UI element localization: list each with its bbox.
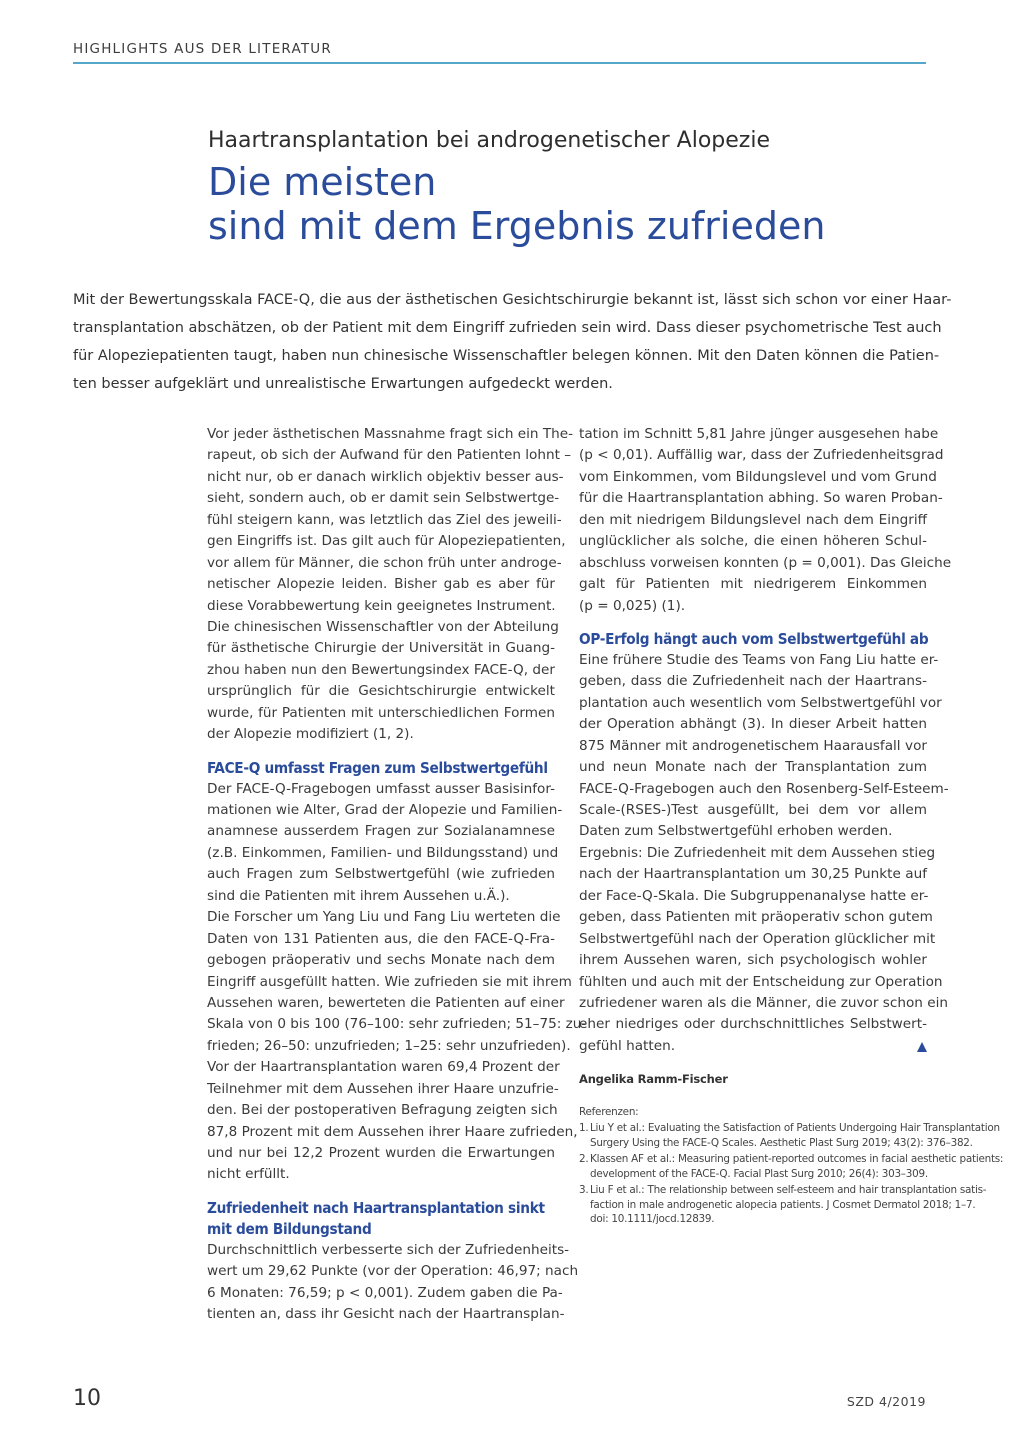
text-line: vom Einkommen, vom Bildungslevel und vom Grund <box>579 468 937 485</box>
text-line: Selbstwertgefühl nach der Operation glücklicher mit <box>579 930 936 947</box>
text-line: der Face-Q-Skala. Die Subgruppenanalyse hatte er- <box>579 887 929 904</box>
text-line: sieht, sondern auch, ob er damit sein Selbstwertge- <box>207 490 560 507</box>
text-line: auch Fragen zum Selbstwertgefühl (wie zufrieden <box>207 866 555 883</box>
text-line: für ästhetische Chirurgie der Universität in Guang- <box>207 640 555 657</box>
article-kicker: Haartransplantation bei androgenetischer Alopezie <box>208 128 770 153</box>
text-line: anamnese ausserdem Fragen zur Sozialanamnese <box>207 823 555 840</box>
text-line: Daten von 131 Patienten aus, die den FACE-Q-Fra- <box>207 930 555 947</box>
reference-line: Klassen AF et al.: Measuring patient-reported outcomes in facial aesthetic patients: <box>590 1153 1004 1166</box>
lead-line: transplantation abschätzen, ob der Patient mit dem Eingriff zufrieden sein wird. Dass dieser psychometrische Test auch <box>73 320 942 336</box>
reference-line: Liu F et al.: The relationship between self-esteem and hair transplantation satis- <box>590 1184 987 1197</box>
text-line: frieden; 26–50: unzufrieden; 1–25: sehr unzufrieden). <box>207 1037 571 1054</box>
section-heading: OP-Erfolg hängt auch vom Selbstwertgefühl ab <box>579 629 929 648</box>
paragraph <box>579 424 952 617</box>
text-line: FACE-Q-Fragebogen auch den Rosenberg-Self-Esteem- <box>579 780 949 797</box>
references <box>579 1105 1004 1227</box>
text-line: 87,8 Prozent mit dem Aussehen ihrer Haare zufrieden, <box>207 1123 578 1140</box>
text-line: netischer Alopezie leiden. Bisher gab es aber für <box>207 576 555 593</box>
lead-line: für Alopeziepatienten taugt, haben nun chinesische Wissenschaftler belegen können. Mit den Daten können die Patien- <box>73 348 940 364</box>
text-line: für die Haartransplantation abhing. So waren Proban- <box>579 490 943 507</box>
text-line: und nur bei 12,2 Prozent wurden die Erwartungen <box>207 1145 555 1161</box>
reference-item <box>579 1183 987 1227</box>
text-line: (p < 0,01). Auffällig war, dass der Zufriedenheitsgrad <box>579 447 944 464</box>
text-line: (z.B. Einkommen, Familien- und Bildungsstand) und <box>207 844 559 861</box>
paragraph <box>579 650 949 1057</box>
text-line: Aussehen waren, bewerteten die Patienten auf einer <box>207 994 565 1011</box>
paragraph <box>207 1240 579 1326</box>
text-line: der Operation abhängt (3). In dieser Arbeit hatten <box>579 716 927 733</box>
end-of-article-icon <box>917 1042 927 1052</box>
text-line: tation im Schnitt 5,81 Jahre jünger ausgesehen habe <box>579 426 939 442</box>
text-line: zhou haben nun den Bewertungsindex FACE-Q, der <box>207 661 555 678</box>
text-line: nicht erfüllt. <box>207 1166 290 1183</box>
paragraph <box>207 779 587 1186</box>
text-line: Ergebnis: Die Zufriedenheit mit dem Aussehen stieg <box>579 844 936 861</box>
text-line: wurde, für Patienten mit unterschiedlichen Formen <box>207 704 555 721</box>
text-line: Der FACE-Q-Fragebogen umfasst ausser Basisinfor- <box>207 780 555 797</box>
text-line: gefühl hatten. <box>579 1036 927 1057</box>
reference-line: development of the FACE-Q. Facial Plast Surg 2010; 26(4): 303–309. <box>590 1167 928 1180</box>
text-line: den mit niedrigem Bildungslevel nach dem Eingriff <box>579 511 927 528</box>
header-divider <box>73 62 926 64</box>
lead-line: ten besser aufgeklärt und unrealistische Erwartungen aufgedeckt werden. <box>73 376 613 392</box>
text-line: Eine frühere Studie des Teams von Fang Liu hatte er- <box>579 651 939 668</box>
text-line: Die Forscher um Yang Liu und Fang Liu werteten die <box>207 909 561 926</box>
issue-label: SZD 4/2019 <box>846 1394 926 1409</box>
section-heading: Zufriedenheit nach Haartransplantation sinkt <box>207 1198 545 1217</box>
text-line: Eingriff ausgefüllt hatten. Wie zufrieden sie mit ihrem <box>207 973 572 990</box>
article-title <box>208 160 825 248</box>
text-line: nach der Haartransplantation um 30,25 Punkte auf <box>579 866 927 883</box>
text-line: geben, dass die Zufriedenheit nach der Haartrans- <box>579 673 927 690</box>
section-heading: mit dem Bildungstand <box>207 1219 372 1238</box>
section-heading: FACE-Q umfasst Fragen zum Selbstwertgefühl <box>207 758 548 777</box>
text-line: eher niedriges oder durchschnittliches Selbstwert- <box>579 1016 927 1033</box>
text-line: ihrem Aussehen waren, sich psychologisch wohler <box>579 952 927 969</box>
text-line: den. Bei der postoperativen Befragung zeigten sich <box>207 1102 558 1119</box>
author-name: Angelika Ramm-Fischer <box>579 1072 728 1087</box>
text-line: Teilnehmer mit dem Aussehen ihrer Haare unzufrie- <box>207 1080 559 1097</box>
text-line: wert um 29,62 Punkte (vor der Operation: 46,97; nach <box>207 1263 579 1280</box>
section-label: HIGHLIGHTS AUS DER LITERATUR <box>73 41 332 57</box>
title-line: sind mit dem Ergebnis zufrieden <box>208 204 826 248</box>
text-line: fühlten und auch mit der Entscheidung zur Operation <box>579 973 943 990</box>
reference-number: 3. <box>579 1184 589 1197</box>
reference-item <box>579 1152 1004 1181</box>
paragraph <box>207 424 574 746</box>
left-column <box>207 424 587 1326</box>
text-line: (p = 0,025) (1). <box>579 597 686 614</box>
reference-list <box>579 1121 1004 1227</box>
reference-item <box>579 1121 1000 1150</box>
text-line: ursprünglich für die Gesichtschirurgie entwickelt <box>207 683 555 700</box>
reference-line: doi: 10.1111/jocd.12839. <box>590 1213 715 1226</box>
text-line: nicht nur, ob er danach wirklich objektiv besser aus- <box>207 468 564 485</box>
text-line: gebogen präoperativ und sechs Monate nach dem <box>207 952 555 969</box>
text-line: rapeut, ob sich der Aufwand für den Patienten lohnt – <box>207 447 572 464</box>
text-line: tienten an, dass ihr Gesicht nach der Haartransplan- <box>207 1306 565 1323</box>
text-line: mationen wie Alter, Grad der Alopezie und Familien- <box>207 802 563 818</box>
text-line: Scale-(RSES-)Test ausgefüllt, bei dem vor allem <box>579 802 927 818</box>
text-line: vor allem für Männer, die schon früh unter androge- <box>207 554 562 571</box>
page-number: 10 <box>73 1386 101 1411</box>
reference-line: Liu Y et al.: Evaluating the Satisfaction of Patients Undergoing Hair Transplantation <box>590 1122 1000 1135</box>
text-line: gen Eingriffs ist. Das gilt auch für Alopeziepatienten, <box>207 533 566 550</box>
reference-line: Surgery Using the FACE-Q Scales. Aesthetic Plast Surg 2019; 43(2): 376–382. <box>590 1136 973 1149</box>
title-line: Die meisten <box>208 160 437 204</box>
text-line: diese Vorabbewertung kein geeignetes Instrument. <box>207 597 556 614</box>
text-line: sind die Patienten mit ihrem Aussehen u.Ä.). <box>207 887 510 904</box>
text-line: Vor der Haartransplantation waren 69,4 Prozent der <box>207 1059 560 1076</box>
text-line: Durchschnittlich verbesserte sich der Zufriedenheits- <box>207 1241 570 1258</box>
text-line: und neun Monate nach der Transplantation zum <box>579 759 927 776</box>
lead-line: Mit der Bewertungsskala FACE-Q, die aus der ästhetischen Gesichtschirurgie bekannt ist, lässt sich schon vor einer Haar- <box>73 292 952 308</box>
reference-number: 2. <box>579 1153 589 1166</box>
text-line: fühl steigern kann, was letztlich das Ziel des jeweili- <box>207 511 562 528</box>
text-line: 875 Männer mit androgenetischem Haarausfall vor <box>579 737 927 754</box>
reference-number: 1. <box>579 1122 589 1135</box>
text-line: Die chinesischen Wissenschaftler von der Abteilung <box>207 618 559 635</box>
text-line: unglücklicher als solche, die einen höheren Schul- <box>579 533 927 550</box>
text-line: zufriedener waren als die Männer, die zuvor schon ein <box>579 994 948 1011</box>
text-line: Vor jeder ästhetischen Massnahme fragt sich ein The- <box>207 426 574 442</box>
text-line: geben, dass Patienten mit präoperativ schon gutem <box>579 909 933 926</box>
text-line: der Alopezie modifiziert (1, 2). <box>207 726 414 743</box>
text-line: 6 Monaten: 76,59; p < 0,001). Zudem gaben die Pa- <box>207 1284 563 1301</box>
article-lead <box>73 286 952 398</box>
right-column <box>579 424 1004 1229</box>
references-title: Referenzen: <box>579 1105 639 1118</box>
text-line: Daten zum Selbstwertgefühl erhoben werden. <box>579 823 893 840</box>
spacer <box>207 746 555 758</box>
spacer <box>579 617 927 629</box>
text-line: galt für Patienten mit niedrigerem Einkommen <box>579 576 927 593</box>
reference-line: faction in male androgenetic alopecia patients. J Cosmet Dermatol 2018; 1–7. <box>590 1198 976 1211</box>
text-line: abschluss vorweisen konnten (p = 0,001). Das Gleiche <box>579 554 952 571</box>
spacer <box>207 1186 555 1198</box>
text-line: plantation auch wesentlich vom Selbstwertgefühl vor <box>579 694 942 711</box>
text-line: Skala von 0 bis 100 (76–100: sehr zufrieden; 51–75: zu- <box>207 1016 587 1033</box>
